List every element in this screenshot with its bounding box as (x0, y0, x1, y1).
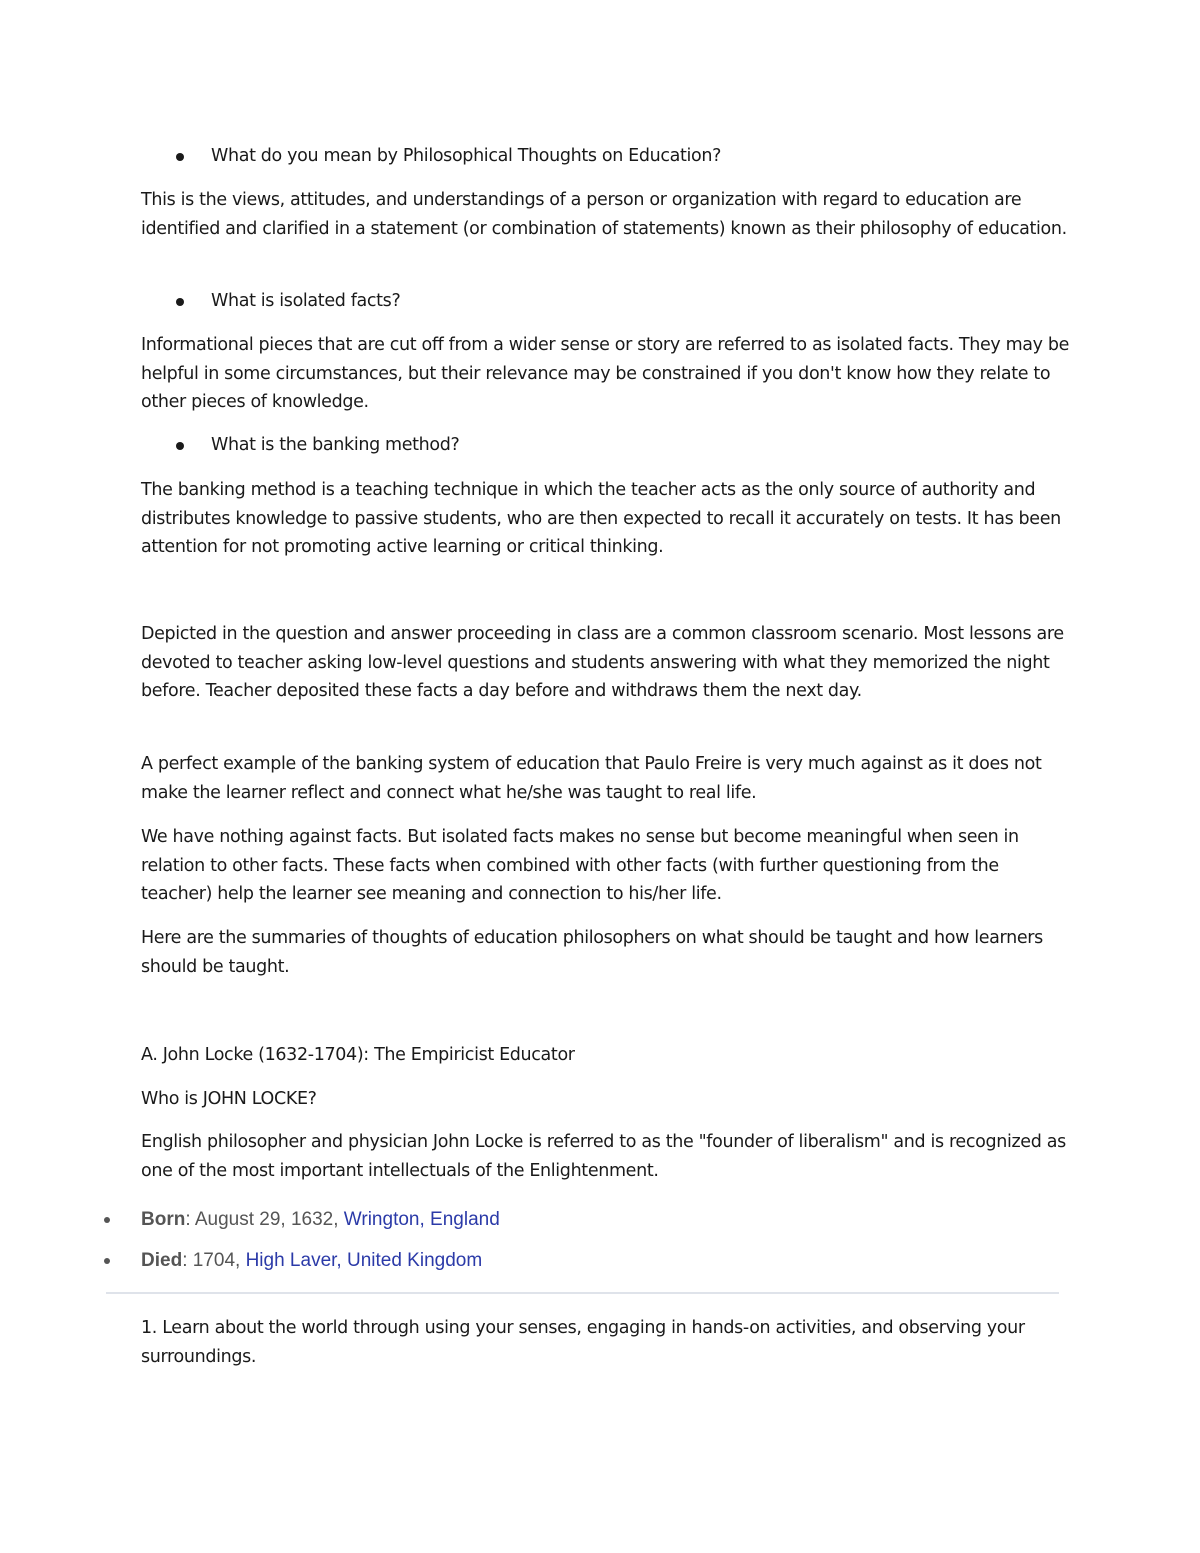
died-label: Died (141, 1250, 183, 1271)
body-paragraph-facts: We have nothing against facts. But isolated facts makes no sense but become meaningful when seen in relation to other facts. These facts when combined with other facts (with further questioning from the teacher) help the learner see meaning and connection to his/her life. (141, 827, 1019, 904)
bullet-icon (176, 298, 184, 306)
bullet-icon (176, 153, 184, 161)
bullet-icon (104, 1258, 110, 1264)
bio-born-text (141, 1206, 500, 1234)
born-label: Born (141, 1209, 186, 1230)
answer-paragraph-isolated-facts: Informational pieces that are cut off from a wider sense or story are referred to as isolated facts. They may be helpful in some circumstances, but their relevance may be constrained if you don't know how they relate to other pieces of knowledge. (141, 335, 1070, 412)
question-text: What is isolated facts? (211, 291, 401, 311)
question-text: What do you mean by Philosophical Thoughts on Education? (211, 146, 722, 166)
body-paragraph-classroom-scenario: Depicted in the question and answer proceeding in class are a common classroom scenario. Most lessons are devoted to teacher asking low-level questions and students answering with what they memorized the night before. Teacher deposited these facts a day before and withdraws them the next day. (141, 624, 1064, 701)
locke-point-1: 1. Learn about the world through using your senses, engaging in hands-on activities, and observing your surroundings. (141, 1318, 1025, 1367)
body-paragraph-summaries: Here are the summaries of thoughts of education philosophers on what should be taught and how learners should be taught. (141, 928, 1043, 977)
born-place-link[interactable]: Wrington, England (343, 1209, 500, 1230)
section-heading-john-locke: A. John Locke (1632-1704): The Empiricist Educator (141, 1045, 575, 1065)
locke-description: English philosopher and physician John Locke is referred to as the "founder of liberalism" and is recognized as one of the most important intellectuals of the Enlightenment. (141, 1132, 1066, 1181)
died-place-link[interactable]: High Laver, United Kingdom (245, 1250, 483, 1271)
bio-died-text (141, 1247, 482, 1275)
born-value: : August 29, 1632, (185, 1209, 344, 1230)
question-text: What is the banking method? (211, 435, 460, 455)
bullet-icon (176, 442, 184, 450)
died-value: : 1704, (182, 1250, 246, 1271)
answer-paragraph-banking-method: The banking method is a teaching technique in which the teacher acts as the only source of authority and distributes knowledge to passive students, who are then expected to recall it accurately on tests. It has been attention for not promoting active learning or critical thinking. (141, 480, 1061, 557)
subheading-who-is-locke: Who is JOHN LOCKE? (141, 1089, 317, 1109)
horizontal-divider (106, 1292, 1059, 1294)
answer-paragraph-philosophy: This is the views, attitudes, and understandings of a person or organization with regard to education are identified and clarified in a statement (or combination of statements) known as their philosophy of education. (141, 190, 1067, 239)
body-paragraph-freire: A perfect example of the banking system of education that Paulo Freire is very much against as it does not make the learner reflect and connect what he/she was taught to real life. (141, 754, 1042, 803)
bullet-icon (104, 1217, 110, 1223)
